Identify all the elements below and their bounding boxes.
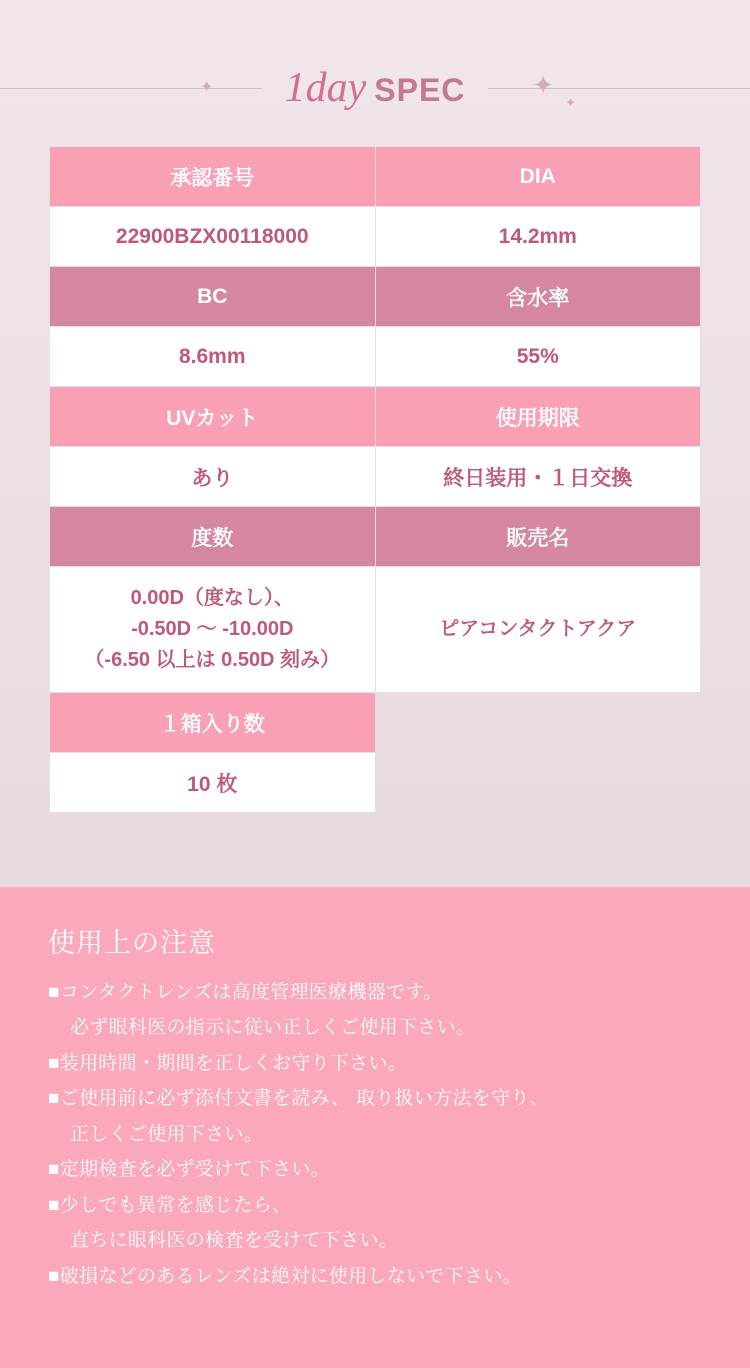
cell-approval-number-label: 承認番号 [50, 147, 376, 207]
cell-box-count-value: 10 枚 [50, 753, 376, 813]
cell-dia-label: DIA [375, 147, 701, 207]
table-row [50, 267, 701, 327]
table-row [50, 327, 701, 387]
page-title-main: 1day [284, 65, 367, 111]
cell-power-label: 度数 [50, 507, 376, 567]
table-row [50, 753, 701, 813]
cell-dia-value: 14.2mm [375, 207, 701, 267]
cell-expiry-label: 使用期限 [375, 387, 701, 447]
cell-uv-cut-value: あり [50, 447, 376, 507]
power-value-line-1: 0.00D（度なし）、 [130, 587, 294, 609]
cell-empty [375, 693, 701, 753]
table-row [50, 693, 701, 753]
list-item: ■定期検査を必ず受けて下さい。 [48, 1159, 330, 1181]
list-item: ■少しでも異常を感じたら、 [48, 1194, 292, 1216]
cell-approval-number-value: 22900BZX00118000 [50, 207, 376, 267]
power-value-line-2: -0.50D 〜 -10.00D [131, 618, 294, 640]
table-row [50, 447, 701, 507]
cell-expiry-value: 終日装用・１日交換 [375, 447, 701, 507]
page-title-sub: SPEC [374, 72, 466, 108]
spec-title-row [0, 52, 750, 124]
cell-empty [375, 753, 701, 813]
list-item: ■コンタクトレンズは高度管理医療機器です。 [48, 982, 443, 1003]
cell-box-count-label: １箱入り数 [50, 693, 376, 753]
cell-product-name-value: ピアコンタクトアクア [375, 567, 701, 693]
sparkle-icon: ✦ [200, 79, 214, 96]
cell-water-content-label: 含水率 [375, 267, 701, 327]
sparkle-icon: ✦ [565, 95, 576, 110]
caution-heading: 使用上の注意 [48, 928, 216, 958]
cell-power-value [50, 567, 376, 693]
caution-section [0, 887, 750, 1368]
cell-uv-cut-label: UVカット [50, 387, 376, 447]
title-rule-left [0, 88, 262, 89]
list-item: ■装用時間・期間を正しくお守り下さい。 [48, 1052, 408, 1074]
cell-bc-label: BC [50, 267, 376, 327]
table-row [50, 567, 701, 693]
list-item: 直ちに眼科医の検査を受けて下さい。 [70, 1230, 399, 1252]
list-item: 必ず眼科医の指示に従い正しくご使用下さい。 [70, 1017, 476, 1039]
cell-bc-value: 8.6mm [50, 327, 376, 387]
sparkle-icon: ✦ [532, 70, 554, 100]
caution-list [48, 978, 702, 1291]
page-title [259, 64, 492, 112]
table-row [50, 507, 701, 567]
power-value-line-3: （-6.50 以上は 0.50D 刻み） [84, 649, 341, 671]
list-item: 正しくご使用下さい。 [70, 1123, 264, 1145]
cell-water-content-value: 55% [375, 327, 701, 387]
table-row [50, 207, 701, 267]
list-item: ■破損などのあるレンズは絶対に使用しないで下さい。 [48, 1265, 522, 1287]
spec-table [49, 146, 701, 813]
title-rule-right [488, 88, 750, 89]
cell-product-name-label: 販売名 [375, 507, 701, 567]
table-row [50, 147, 701, 207]
list-item: ■ご使用前に必ず添付文書を読み、 取り扱い方法を守り、 [48, 1088, 549, 1110]
table-row [50, 387, 701, 447]
